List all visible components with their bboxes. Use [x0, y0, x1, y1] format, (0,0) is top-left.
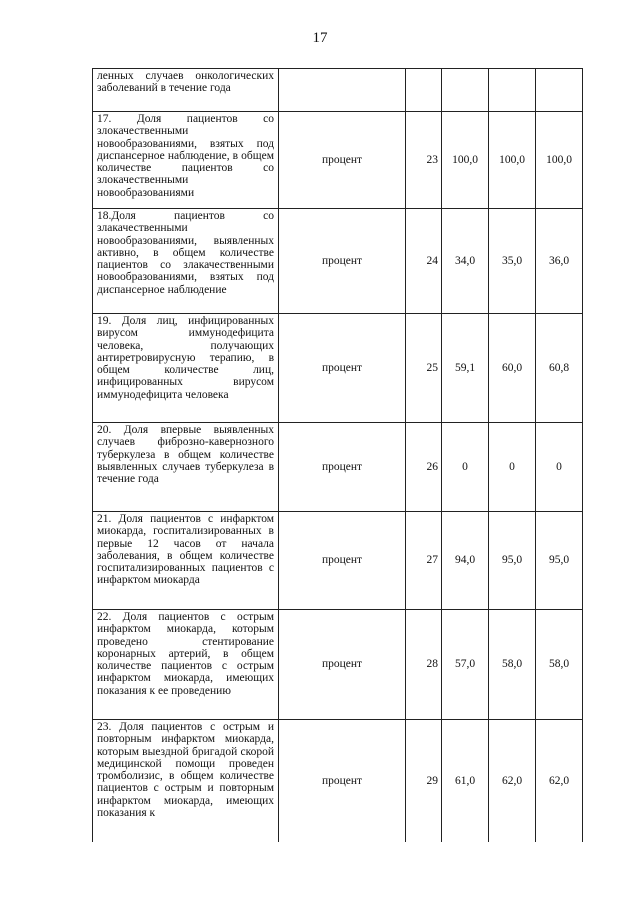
- value-cell-3: [536, 69, 583, 111]
- value-cell-1: 94,0: [442, 512, 489, 609]
- unit-cell: процент: [279, 610, 406, 719]
- value-cell-1: 59,1: [442, 314, 489, 422]
- value-cell-1: 100,0: [442, 112, 489, 208]
- indicator-name: 19. Доля лиц, инфицированных вирусом иммунодефицита человека, получающих антиретровирусную терапию, в общем количестве лиц, инфицированных вирусом иммунодефицита человека: [93, 314, 279, 422]
- table-row: [93, 112, 583, 209]
- value-cell-2: 60,0: [489, 314, 536, 422]
- value-cell-3: 60,8: [536, 314, 583, 422]
- unit-cell: процент: [279, 314, 406, 422]
- number-cell: 29: [406, 720, 442, 842]
- value-cell-2: [489, 69, 536, 111]
- value-cell-2: 0: [489, 423, 536, 511]
- indicator-name: ленных случаев онкологических заболеваний в течение года: [93, 69, 279, 111]
- number-cell: 27: [406, 512, 442, 609]
- table-row: [93, 512, 583, 610]
- value-cell-2: 35,0: [489, 209, 536, 313]
- unit-cell: [279, 69, 406, 111]
- indicator-name: 22. Доля пациентов с острым инфарктом миокарда, которым проведено стентирование коронарных артерий, в общем количестве пациентов с острым инфарктом миокарда, имеющих показания к ее проведению: [93, 610, 279, 719]
- value-cell-1: 61,0: [442, 720, 489, 842]
- number-cell: [406, 69, 442, 111]
- number-cell: 25: [406, 314, 442, 422]
- indicator-name: 21. Доля пациентов с инфарктом миокарда, госпитализированных в первые 12 часов от начала заболевания, в общем количестве госпитализированных пациентов с инфарктом миокарда: [93, 512, 279, 609]
- value-cell-2: 95,0: [489, 512, 536, 609]
- value-cell-1: 57,0: [442, 610, 489, 719]
- unit-cell: процент: [279, 512, 406, 609]
- indicator-name: 23. Доля пациентов с острым и повторным инфарктом миокарда, которым выездной бригадой скорой медицинской помощи проведен тромболизис, в общем количестве пациентов с острым и повторным инфарктом миокарда, имеющих показания к: [93, 720, 279, 842]
- value-cell-3: 95,0: [536, 512, 583, 609]
- page-number: 17: [312, 30, 328, 46]
- value-cell-1: [442, 69, 489, 111]
- value-cell-2: 62,0: [489, 720, 536, 842]
- value-cell-2: 100,0: [489, 112, 536, 208]
- value-cell-3: 62,0: [536, 720, 583, 842]
- unit-cell: процент: [279, 720, 406, 842]
- number-cell: 24: [406, 209, 442, 313]
- value-cell-1: 0: [442, 423, 489, 511]
- unit-cell: процент: [279, 209, 406, 313]
- table-row: [93, 610, 583, 720]
- value-cell-2: 58,0: [489, 610, 536, 719]
- value-cell-3: 58,0: [536, 610, 583, 719]
- table-row: [93, 720, 583, 842]
- indicator-name: 18.Доля пациентов со злакачественными новообразованиями, выявленных активно, в общем количестве пациентов со злакачественными новообразованиями, взятых под диспансерное наблюдение: [93, 209, 279, 313]
- value-cell-3: 36,0: [536, 209, 583, 313]
- value-cell-3: 0: [536, 423, 583, 511]
- indicator-name: 20. Доля впервые выявленных случаев фиброзно-кавернозного туберкулеза в общем количестве выявленных случаев туберкулеза в течение года: [93, 423, 279, 511]
- number-cell: 23: [406, 112, 442, 208]
- value-cell-1: 34,0: [442, 209, 489, 313]
- unit-cell: процент: [279, 423, 406, 511]
- number-cell: 28: [406, 610, 442, 719]
- table-row: [93, 69, 583, 112]
- number-cell: 26: [406, 423, 442, 511]
- table-row: [93, 209, 583, 314]
- table-row: [93, 314, 583, 423]
- unit-cell: процент: [279, 112, 406, 208]
- indicators-table: [92, 68, 583, 842]
- table-row: [93, 423, 583, 512]
- indicator-name: 17. Доля пациентов со злокачественными новообразованиями, взятых под диспансерное наблюдение, в общем количестве пациентов со злокачественными новообразованиями: [93, 112, 279, 208]
- value-cell-3: 100,0: [536, 112, 583, 208]
